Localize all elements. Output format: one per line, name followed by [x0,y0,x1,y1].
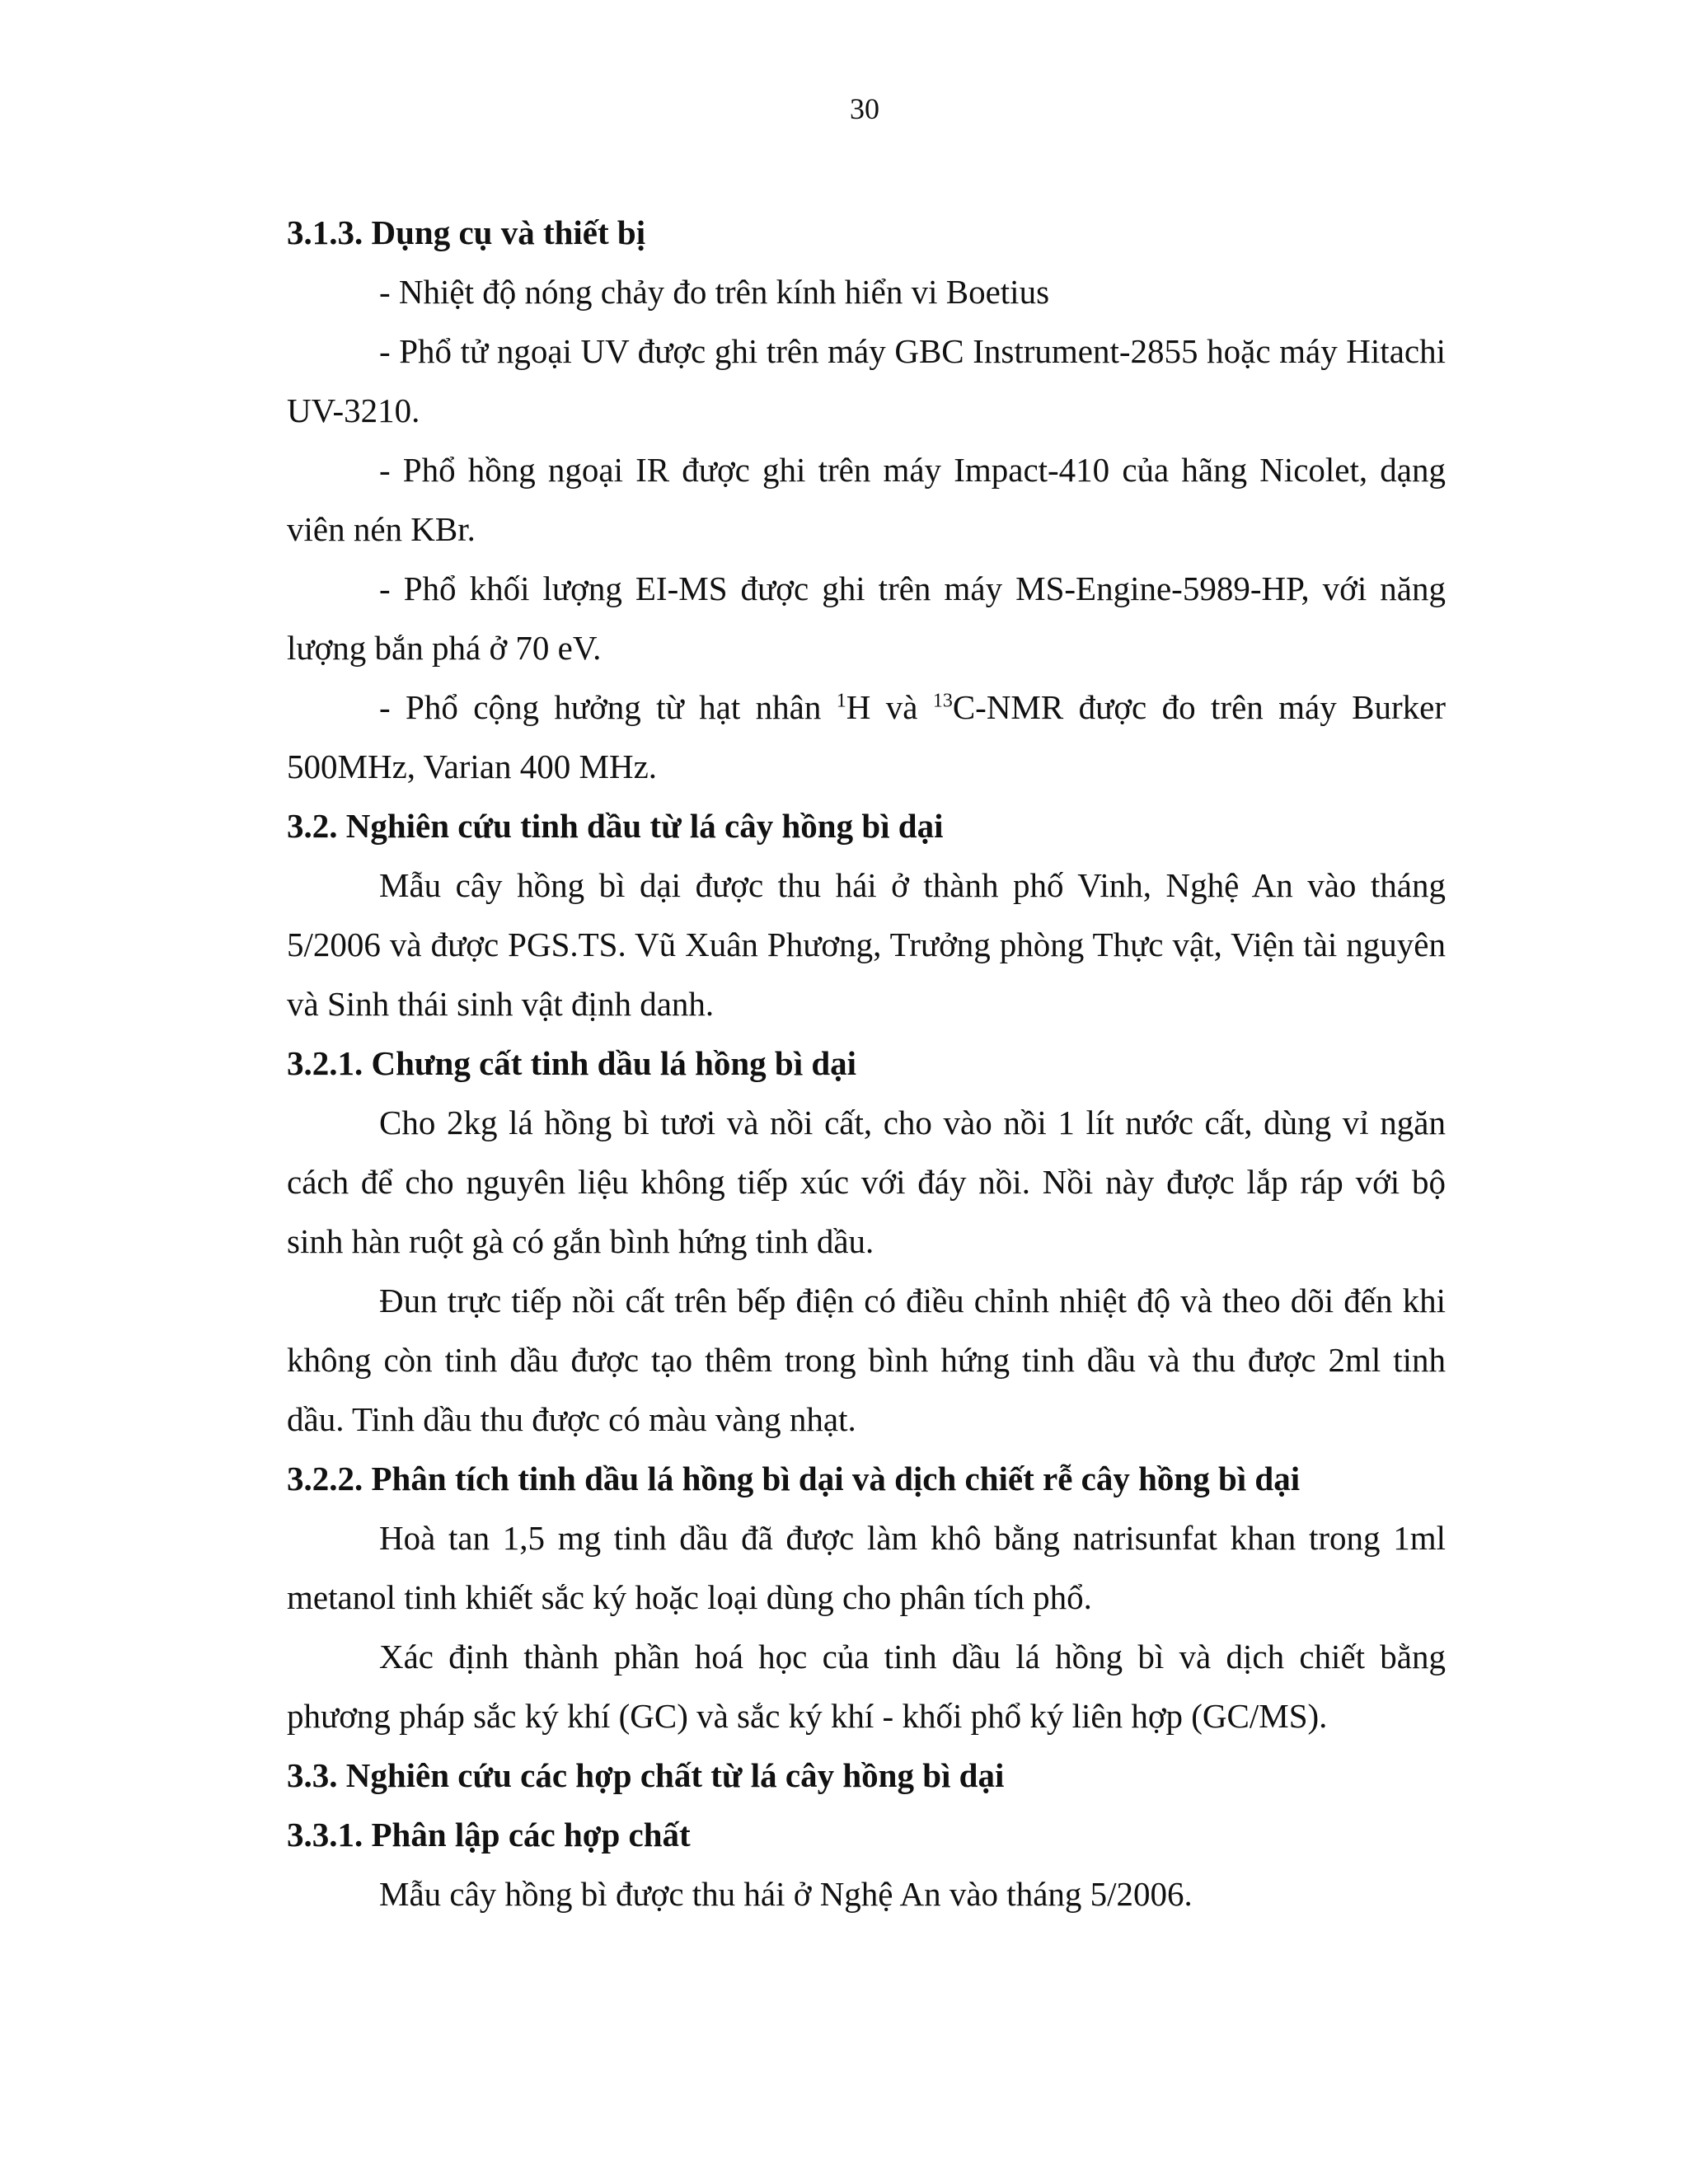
nmr-text-c: C-NMR được đo trên máy Burker 500MHz, Varian 400 MHz. [287,688,1446,785]
superscript-1: 1 [836,690,846,712]
nmr-text-a: - Phổ cộng hưởng từ hạt nhân [379,688,837,726]
section-heading-3-1-3: 3.1.3. Dụng cụ và thiết bị [287,213,646,251]
paragraph-gc-analysis: Xác định thành phần hoá học của tinh dầu lá hồng bì và dịch chiết bằng phương pháp sắc ký khí (GC) và sắc ký khí - khối phổ ký liên hợp (GC/MS). [287,1638,1446,1735]
paragraph-ms-spectrum: - Phổ khối lượng EI-MS được ghi trên máy MS-Engine-5989-HP, với năng lượng bắn phá ở 70 eV. [287,569,1446,667]
paragraph-distillation-process: Đun trực tiếp nồi cất trên bếp điện có điều chỉnh nhiệt độ và theo dõi đến khi không còn tinh dầu được tạo thêm trong bình hứng tinh dầu và thu được 2ml tinh dầu. Tinh dầu thu được có màu vàng nhạt. [287,1282,1446,1438]
section-heading-3-2: 3.2. Nghiên cứu tinh dầu từ lá cây hồng bì dại [287,807,944,845]
paragraph-nmr-spectrum [287,677,1446,796]
section-heading-3-3: 3.3. Nghiên cứu các hợp chất từ lá cây hồng bì dại [287,1756,1005,1794]
section-heading-3-3-1: 3.3.1. Phân lập các hợp chất [287,1816,691,1854]
paragraph-distillation-setup: Cho 2kg lá hồng bì tươi và nồi cất, cho vào nồi 1 lít nước cất, dùng vỉ ngăn cách để cho nguyên liệu không tiếp xúc với đáy nồi. Nồi này được lắp ráp với bộ sinh hàn ruột gà có gắn bình hứng tinh dầu. [287,1104,1446,1260]
paragraph-uv-spectrum: - Phổ tử ngoại UV được ghi trên máy GBC Instrument-2855 hoặc máy Hitachi UV-3210. [287,332,1446,429]
paragraph-ir-spectrum: - Phổ hồng ngoại IR được ghi trên máy Impact-410 của hãng Nicolet, dạng viên nén KBr. [287,451,1446,548]
page-body [287,203,1446,1924]
paragraph-dissolution: Hoà tan 1,5 mg tinh dầu đã được làm khô bằng natrisunfat khan trong 1ml metanol tinh khiết sắc ký hoặc loại dùng cho phân tích phổ. [287,1519,1446,1616]
paragraph-melting-point: - Nhiệt độ nóng chảy đo trên kính hiển vi Boetius [379,273,1050,311]
paragraph-sample-collection: Mẫu cây hồng bì dại được thu hái ở thành phố Vinh, Nghệ An vào tháng 5/2006 và được PGS.TS. Vũ Xuân Phương, Trưởng phòng Thực vật, Viện tài nguyên và Sinh thái sinh vật định danh. [287,866,1446,1023]
section-heading-3-2-1: 3.2.1. Chưng cất tinh dầu lá hồng bì dại [287,1044,857,1082]
paragraph-sample-origin: Mẫu cây hồng bì được thu hái ở Nghệ An vào tháng 5/2006. [379,1875,1193,1913]
section-heading-3-2-2: 3.2.2. Phân tích tinh dầu lá hồng bì dại và dịch chiết rễ cây hồng bì dại [287,1460,1301,1497]
page-number: 30 [850,92,879,125]
superscript-13: 13 [932,690,953,712]
nmr-text-b: H và [846,688,933,726]
